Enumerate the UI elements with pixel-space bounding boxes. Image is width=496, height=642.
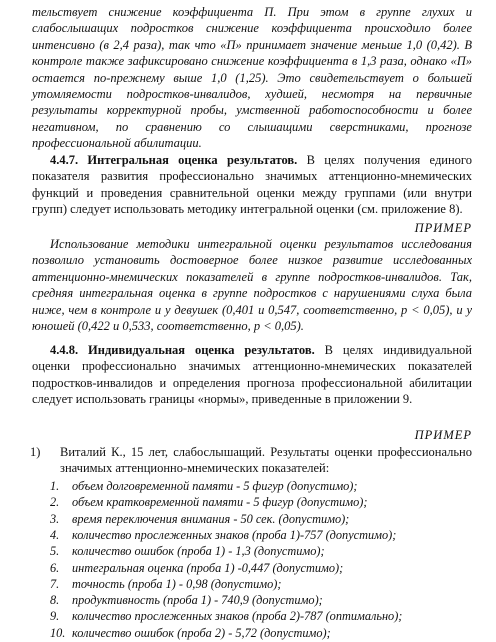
example-label: ПРИМЕР: [414, 221, 472, 235]
example-paragraph: Использование методики интегральной оценки результатов исследования позволило установить достоверное более низкое развитие исследованных аттенционно-мнемических показателей в группе подростков-инвалидов. Так, средняя интегральная оценка в группе подростков с нарушениями слуха была ниже, чем в контроле и у девушек (0,401 и 0,547, соответственно, р < 0,05), и у юношей (0,422 и 0,533, соответственно, р < 0,05).: [32, 237, 472, 334]
list-item: [50, 478, 480, 494]
list-item-text: объем долговременной памяти - 5 фигур (допустимо);: [72, 479, 358, 493]
list-item: [50, 592, 480, 608]
case-description: Виталий К., 15 лет, слабослышащий. Результаты оценки профессионально значимых аттенционно-мнемических показателей:: [60, 445, 472, 476]
list-item-number: 10.: [50, 625, 66, 640]
list-item: [50, 625, 480, 641]
list-item-number: 6.: [50, 560, 60, 575]
section-4-4-8: [32, 342, 472, 408]
list-item: [50, 494, 480, 510]
list-item-number: 7.: [50, 576, 60, 591]
case-number: 1): [30, 445, 41, 459]
list-item-text: продуктивность (проба 1) - 740,9 (допустимо);: [72, 593, 323, 608]
example-label: ПРИМЕР: [414, 428, 472, 442]
list-item-text: количество ошибок (проба 2) - 5,72 (допустимо);: [72, 625, 331, 640]
list-item-text: количество прослеженных знаков (проба 2)-787 (оптимально);: [72, 609, 403, 624]
list-item: [50, 560, 480, 576]
list-item-number: 2.: [50, 495, 60, 510]
intro-paragraph: тельствует снижение коэффициента П. При этом в группе глухих и слабослышащих подростков снижение коэффициента происходило более интенсивно (в 2,4 раза), так что «П» принимает значение меньше 1,0 (0,42). В контроле также зафиксировано снижение коэффициента в 1,3 раза, однако «П» остается по-прежнему выше 1,0 (1,25). Это свидетельствует о большей утомляемости подростков-инвалидов, худшей, несмотря на первичные результаты корректурной пробы, умственной работоспособности и более негативном, по сравнению со слышащими сверстниками, прогнозе профессиональной абилитации.: [32, 5, 472, 151]
list-item: [50, 608, 480, 624]
list-item-text: количество прослеженных знаков (проба 1)-757 (допустимо);: [72, 527, 397, 542]
section-4-4-8-text: В целях индивидуальной оценки профессионально значимых аттенционно-мнемических показателей подростков-инвалидов и определения прогноза профессиональной абилитации следует использовать границы «нормы», приведенные в приложении 9.: [32, 343, 472, 407]
list-item-text: точность (проба 1) - 0,98 (допустимо);: [72, 576, 282, 591]
list-item-number: 3.: [50, 511, 60, 526]
list-item: [50, 511, 480, 527]
list-item-text: интегральная оценка (проба 1) -0,447 (допустимо);: [72, 560, 344, 575]
section-4-4-8-heading: 4.4.8. Индивидуальная оценка результатов.: [50, 343, 315, 357]
list-item: [50, 576, 480, 592]
list-item-number: 5.: [50, 544, 60, 559]
list-item-number: 8.: [50, 593, 60, 608]
list-item: [50, 527, 480, 543]
list-item-text: количество ошибок (проба 1) - 1,3 (допустимо);: [72, 544, 325, 559]
section-4-4-7-heading: 4.4.7. Интегральная оценка результатов.: [50, 153, 298, 167]
list-item-text: объем кратковременной памяти - 5 фигур (допустимо);: [72, 495, 368, 510]
list-item-number: 1.: [50, 479, 60, 493]
section-4-4-7: [32, 152, 472, 218]
list-item-number: 4.: [50, 527, 60, 542]
section-4-4-7-text: В целях получения единого показателя развития профессионально значимых аттенционно-мнемических функций и проведения сравнительной оценки между группами (или внутри групп) следует использовать методику интегральной оценки (см. приложение 8).: [32, 153, 472, 217]
list-item: [50, 543, 480, 559]
list-item-text: время переключения внимания - 50 сек. (допустимо);: [72, 511, 350, 526]
list-item-number: 9.: [50, 609, 60, 624]
